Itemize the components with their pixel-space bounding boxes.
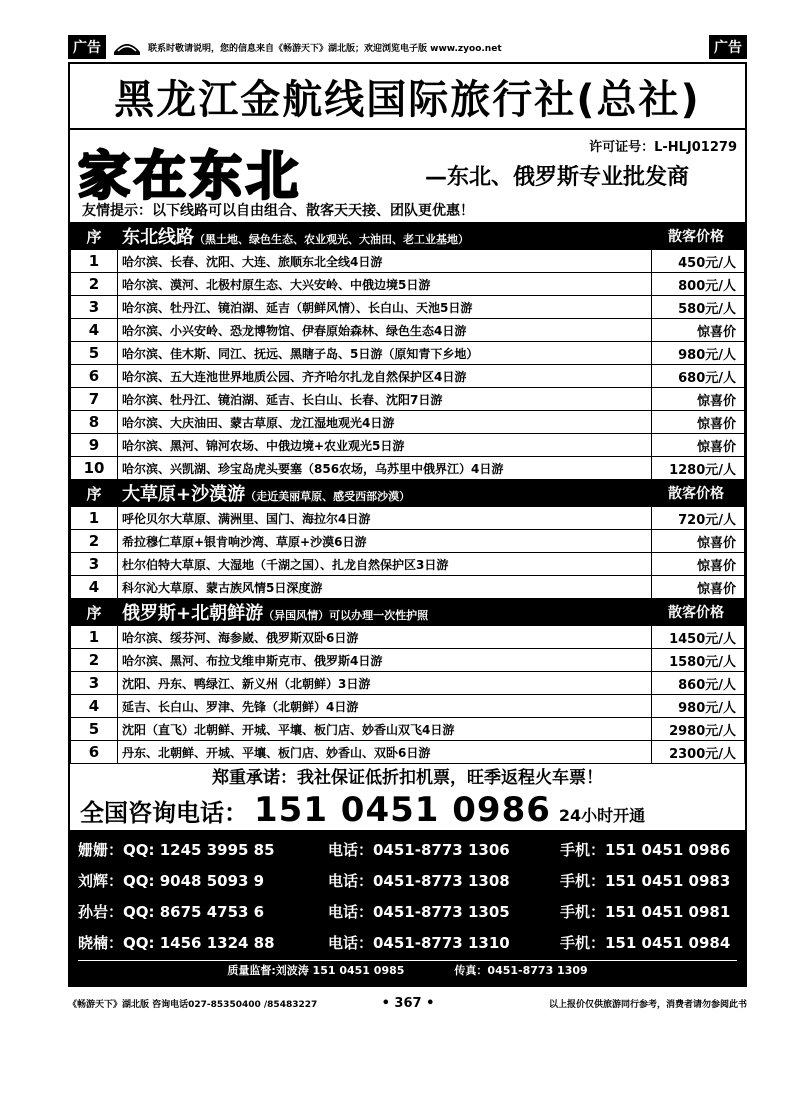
section-header [71,223,745,250]
contact-row [78,927,737,958]
contact-phone: 电话：0451-8773 1305 [328,903,510,921]
route-name: 哈尔滨、漠河、北极村原生态、大兴安岭、中俄边境5日游 [118,273,652,296]
contact-mobile: 手机：151 0451 0983 [560,872,731,890]
route-no: 2 [71,530,118,553]
section-note: （异国风情）可以办理一次性护照 [263,609,429,622]
route-name: 呼伦贝尔大草原、满洲里、国门、海拉尔4日游 [118,507,652,530]
footer-right: 以上报价仅供旅游同行参考，消费者请勿参阅此书 [548,999,747,1010]
route-no: 9 [71,434,118,457]
table-row [71,273,745,296]
section-no-label: 序 [71,480,118,507]
contact-qq: 姗姗：QQ: 1245 3995 85 [78,841,275,859]
contact-mobile: 手机：151 0451 0986 [560,841,731,859]
route-no: 4 [71,695,118,718]
route-name: 哈尔滨、绥芬河、海参崴、俄罗斯双卧6日游 [118,626,652,649]
hotline [70,790,745,830]
section-no-label: 序 [71,223,118,250]
ad-label-left: 广告 [68,35,106,59]
route-name: 哈尔滨、黑河、锦河农场、中俄边境+农业观光5日游 [118,434,652,457]
route-name: 哈尔滨、牡丹江、镜泊湖、延吉（朝鲜风情）、长白山、天池5日游 [118,296,652,319]
table-row [71,576,745,599]
agency-title: 黑龙江金航线国际旅行社(总社) [114,76,701,123]
contact-row [78,865,737,896]
slogan-area [70,130,745,207]
table-row [71,365,745,388]
route-price: 惊喜价 [652,319,745,342]
header-note: 联系时敬请说明，您的信息来自《畅游天下》湖北版；欢迎浏览电子版 www.zyoo.net [148,43,502,54]
quality-supervisor: 质量监督:刘波涛 151 0451 0985 [227,964,405,977]
route-no: 3 [71,553,118,576]
contact-mobile: 手机：151 0451 0981 [560,903,731,921]
contact-qq: 刘辉：QQ: 9048 5093 9 [78,872,265,890]
route-name: 哈尔滨、大庆油田、蒙古草原、龙江湿地观光4日游 [118,411,652,434]
table-row [71,434,745,457]
route-price: 1280元/人 [652,457,745,480]
section-header [71,480,745,507]
table-row [71,388,745,411]
route-no: 5 [71,342,118,365]
route-name: 哈尔滨、五大连池世界地质公园、齐齐哈尔扎龙自然保护区4日游 [118,365,652,388]
contact-mobile: 手机：151 0451 0984 [560,934,731,952]
route-price: 惊喜价 [652,388,745,411]
table-row [71,411,745,434]
route-name: 科尔沁大草原、蒙古族风情5日深度游 [118,576,652,599]
table-row [71,250,745,273]
route-table [70,222,745,764]
route-no: 7 [71,388,118,411]
main-ad-box [68,62,747,987]
table-row [71,553,745,576]
route-name: 哈尔滨、黑河、布拉戈维申斯克市、俄罗斯4日游 [118,649,652,672]
route-price: 惊喜价 [652,434,745,457]
supervision-line [78,960,737,979]
section-price-label: 散客价格 [652,480,745,507]
hotline-label: 全国咨询电话： [80,799,248,827]
route-no: 4 [71,319,118,342]
route-no: 10 [71,457,118,480]
route-name: 哈尔滨、兴凯湖、珍宝岛虎头要塞（856农场，乌苏里中俄界江）4日游 [118,457,652,480]
promise-text: 郑重承诺：我社保证低折扣机票，旺季返程火车票！ [212,768,603,788]
hotline-hours: 24小时开通 [558,806,646,825]
contact-phone: 电话：0451-8773 1308 [328,872,510,890]
route-price: 860元/人 [652,672,745,695]
route-price: 2300元/人 [652,741,745,764]
table-row [71,718,745,741]
route-name: 哈尔滨、佳木斯、同江、抚远、黑瞎子岛、5日游（原知青下乡地） [118,342,652,365]
route-name: 希拉穆仁草原+银肯响沙湾、草原+沙漠6日游 [118,530,652,553]
table-row [71,741,745,764]
table-row [71,457,745,480]
table-row [71,296,745,319]
section-no-label: 序 [71,599,118,626]
section-header [71,599,745,626]
section-note: （黑土地、绿色生态、农业观光、大油田、老工业基地） [194,233,469,246]
route-price: 580元/人 [652,296,745,319]
contact-phone: 电话：0451-8773 1306 [328,841,510,859]
route-no: 2 [71,273,118,296]
top-bar [68,34,747,60]
section-price-label: 散客价格 [652,599,745,626]
route-price: 2980元/人 [652,718,745,741]
table-row [71,507,745,530]
route-name: 杜尔伯特大草原、大湿地（千湖之国）、扎龙自然保护区3日游 [118,553,652,576]
table-row [71,626,745,649]
section-note: （走近美丽草原、感受西部沙漠） [245,490,411,503]
route-name: 哈尔滨、牡丹江、镜泊湖、延吉、长白山、长春、沈阳7日游 [118,388,652,411]
table-row [71,342,745,365]
route-name: 延吉、长白山、罗津、先锋（北朝鲜）4日游 [118,695,652,718]
section-title [118,480,652,507]
route-no: 4 [71,576,118,599]
contact-phone: 电话：0451-8773 1310 [328,934,510,952]
route-name: 哈尔滨、长春、沈阳、大连、旅顺东北全线4日游 [118,250,652,273]
section-title [118,599,652,626]
footer-left: 《畅游天下》湖北版 咨询电话027-85350400 /85483227 [68,999,318,1010]
contact-qq: 晓楠：QQ: 1456 1324 88 [78,934,275,952]
route-price: 450元/人 [652,250,745,273]
agency-title-box [70,64,745,130]
table-row [71,672,745,695]
license-number: 许可证号：L-HLJ01279 [589,140,737,155]
route-no: 1 [71,507,118,530]
route-no: 8 [71,411,118,434]
route-price: 800元/人 [652,273,745,296]
page-footer [68,993,747,1013]
route-price: 1580元/人 [652,649,745,672]
route-no: 6 [71,365,118,388]
magazine-logo-icon [112,38,142,56]
route-price: 惊喜价 [652,553,745,576]
route-price: 720元/人 [652,507,745,530]
hotline-number: 151 0451 0986 [254,790,551,830]
section-title-text: 东北线路 [122,227,194,248]
table-row [71,319,745,342]
route-name: 沈阳、丹东、鸭绿江、新义州（北朝鲜）3日游 [118,672,652,695]
ad-label-right: 广告 [709,35,747,59]
route-no: 3 [71,672,118,695]
contact-row [78,834,737,865]
contacts-panel [70,830,745,985]
route-price: 惊喜价 [652,411,745,434]
table-row [71,695,745,718]
route-price: 980元/人 [652,342,745,365]
route-no: 3 [71,296,118,319]
section-price-label: 散客价格 [652,223,745,250]
table-row [71,649,745,672]
route-price: 680元/人 [652,365,745,388]
section-title-text: 俄罗斯+北朝鲜游 [122,603,264,624]
route-no: 1 [71,626,118,649]
friendly-tip: 友情提示：以下线路可以自由组合、散客天天接、团队更优惠！ [82,203,474,219]
section-title [118,223,652,250]
ad-page [68,34,747,1013]
section-title-text: 大草原+沙漠游 [122,484,246,505]
slogan-sub: —东北、俄罗斯专业批发商 [425,165,690,190]
slogan-big: 家在东北 [78,147,303,207]
route-no: 5 [71,718,118,741]
route-name: 沈阳（直飞）北朝鲜、开城、平壤、板门店、妙香山双飞4日游 [118,718,652,741]
route-name: 丹东、北朝鲜、开城、平壤、板门店、妙香山、双卧6日游 [118,741,652,764]
route-price: 980元/人 [652,695,745,718]
route-price: 惊喜价 [652,576,745,599]
route-no: 6 [71,741,118,764]
contact-row [78,896,737,927]
route-no: 1 [71,250,118,273]
route-price: 1450元/人 [652,626,745,649]
page-number: • 367 • [381,995,435,1011]
route-price: 惊喜价 [652,530,745,553]
table-row [71,530,745,553]
route-no: 2 [71,649,118,672]
contact-qq: 孙岩：QQ: 8675 4753 6 [78,903,265,921]
route-name: 哈尔滨、小兴安岭、恐龙博物馆、伊春原始森林、绿色生态4日游 [118,319,652,342]
fax-number: 传真：0451-8773 1309 [454,964,588,977]
